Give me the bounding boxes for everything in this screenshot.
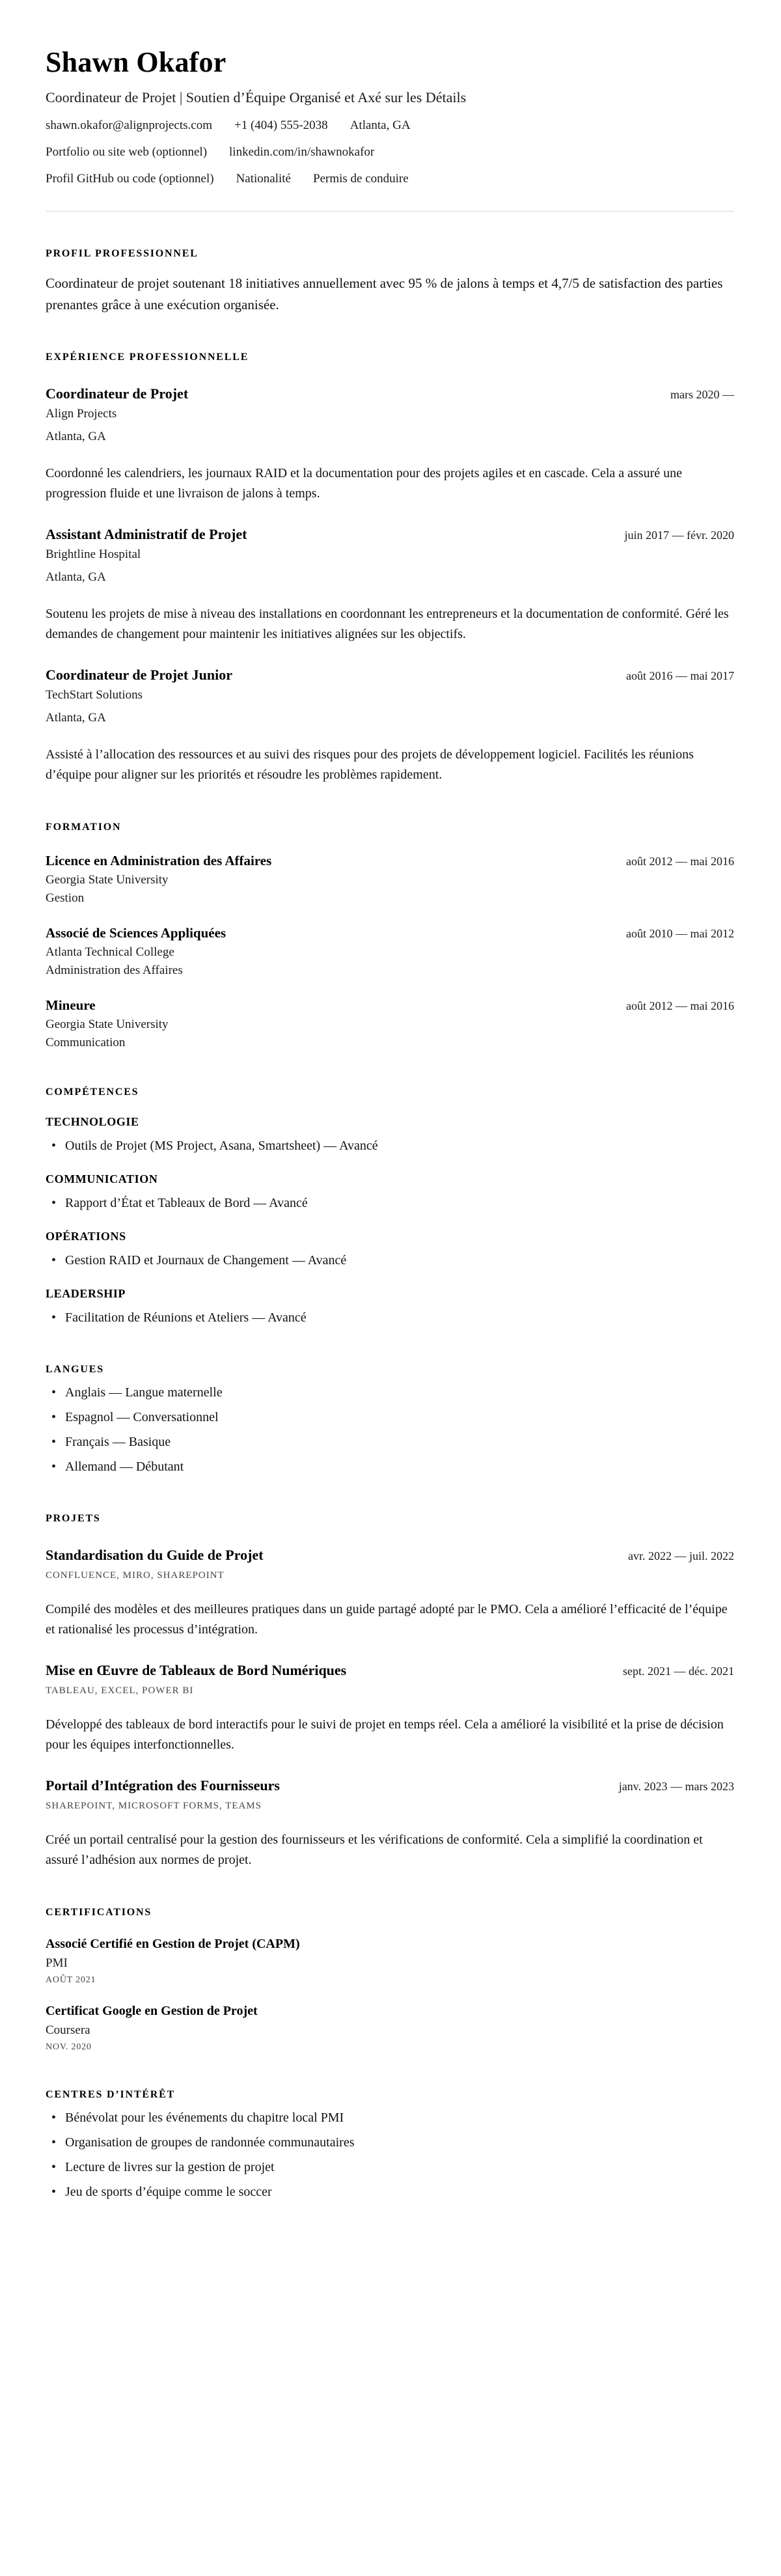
school-name: Georgia State University xyxy=(46,873,169,887)
project-tools: TABLEAU, EXCEL, POWER BI xyxy=(46,1685,194,1697)
interest-item: • Organisation de groupes de randonnée communautaires xyxy=(46,2133,734,2152)
experience-item-header xyxy=(46,385,734,402)
language-item: • Allemand — Débutant xyxy=(46,1458,734,1476)
section-experience xyxy=(46,352,734,785)
degree-title: Mineure xyxy=(46,997,96,1014)
skill-item: • Outils de Projet (MS Project, Asana, Smartsheet) — Avancé xyxy=(46,1137,734,1156)
certification-item xyxy=(46,2004,734,2053)
degree-title: Licence en Administration des Affaires xyxy=(46,853,272,869)
profile-heading: PROFIL PROFESSIONNEL xyxy=(46,248,199,259)
project-title: Standardisation du Guide de Projet xyxy=(46,1547,264,1564)
education-item-header xyxy=(46,997,734,1014)
profile-text: Coordinateur de projet soutenant 18 initiatives annuellement avec 95 % de jalons à temps et 4,7/5 de satisfaction des parties prenantes grâce à une exécution organisée. xyxy=(46,275,723,312)
project-tools: CONFLUENCE, MIRO, SHAREPOINT xyxy=(46,1570,225,1581)
education-item xyxy=(46,925,734,978)
degree-dates: août 2012 — mai 2016 xyxy=(626,855,734,868)
resume-header xyxy=(46,46,734,212)
section-skills xyxy=(46,1087,734,1327)
header-divider xyxy=(46,211,734,212)
contact-github: Profil GitHub ou code (optionnel) xyxy=(46,172,214,186)
field-of-study: Administration des Affaires xyxy=(46,963,183,978)
job-description: Soutenu les projets de mise à niveau des installations en coordonnant les entrepreneurs et la documentation de conformité. Géré les demandes de changement pour maintenir les initiatives alignées sur les objectifs. xyxy=(46,607,729,642)
interests-heading: CENTRES D’INTÉRÊT xyxy=(46,2089,176,2101)
certification-name: Certificat Google en Gestion de Projet xyxy=(46,2004,258,2019)
project-item xyxy=(46,1777,734,1870)
field-of-study: Communication xyxy=(46,1036,126,1050)
experience-item xyxy=(46,667,734,785)
education-item xyxy=(46,997,734,1050)
project-description: Créé un portail centralisé pour la gestion des fournisseurs et les vérifications de conformité. Cela a simplifié la coordination et assuré l’adhésion aux normes de projet. xyxy=(46,1833,703,1868)
job-company: TechStart Solutions xyxy=(46,688,143,702)
certification-item xyxy=(46,1937,734,1986)
project-title: Mise en Œuvre de Tableaux de Bord Numériques xyxy=(46,1662,347,1679)
contact-phone: +1 (404) 555-2038 xyxy=(234,118,328,132)
job-title: Coordinateur de Projet xyxy=(46,385,189,402)
certification-date: NOV. 2020 xyxy=(46,2042,92,2053)
education-item-header xyxy=(46,853,734,869)
contact-email: shawn.okafor@alignprojects.com xyxy=(46,118,212,132)
project-item xyxy=(46,1662,734,1755)
project-item-header xyxy=(46,1662,734,1679)
section-projects xyxy=(46,1513,734,1870)
candidate-tagline: Coordinateur de Projet | Soutien d’Équipe Organisé et Axé sur les Détails xyxy=(46,89,467,105)
skill-list xyxy=(46,1251,734,1270)
job-title: Coordinateur de Projet Junior xyxy=(46,667,232,684)
project-description: Compilé des modèles et des meilleures pratiques dans un guide partagé adopté par le PMO. Cela a amélioré l’efficacité de l’équipe et rationalisé les processus d’intégration. xyxy=(46,1602,728,1637)
contact-location: Atlanta, GA xyxy=(349,118,411,132)
skill-item: • Gestion RAID et Journaux de Changement — Avancé xyxy=(46,1251,734,1270)
job-company: Align Projects xyxy=(46,407,117,421)
school-name: Atlanta Technical College xyxy=(46,945,174,960)
section-education xyxy=(46,822,734,1050)
certification-name: Associé Certifié en Gestion de Projet (CAPM) xyxy=(46,1937,300,1952)
skill-group xyxy=(46,1172,734,1213)
project-dates: avr. 2022 — juil. 2022 xyxy=(628,1549,734,1563)
experience-item-header xyxy=(46,526,734,543)
skill-group-name: COMMUNICATION xyxy=(46,1172,158,1186)
education-heading: FORMATION xyxy=(46,822,122,833)
skill-list xyxy=(46,1194,734,1213)
section-interests xyxy=(46,2089,734,2202)
interest-list xyxy=(46,2109,734,2202)
certification-issuer: PMI xyxy=(46,1956,68,1971)
interest-item: • Jeu de sports d’équipe comme le soccer xyxy=(46,2183,734,2202)
skill-group-name: TECHNOLOGIE xyxy=(46,1115,139,1129)
job-dates: juin 2017 — févr. 2020 xyxy=(624,529,734,542)
degree-dates: août 2012 — mai 2016 xyxy=(626,999,734,1013)
contact-row-2 xyxy=(46,145,734,159)
skill-item: • Facilitation de Réunions et Ateliers — Avancé xyxy=(46,1309,734,1327)
job-dates: mars 2020 — xyxy=(670,388,734,402)
section-profile xyxy=(46,248,734,315)
skill-list xyxy=(46,1309,734,1327)
project-dates: janv. 2023 — mars 2023 xyxy=(618,1780,734,1794)
experience-item xyxy=(46,526,734,644)
skill-group-name: OPÉRATIONS xyxy=(46,1230,126,1243)
interest-item: • Bénévolat pour les événements du chapitre local PMI xyxy=(46,2109,734,2127)
section-languages xyxy=(46,1364,734,1476)
education-item-header xyxy=(46,925,734,941)
job-location: Atlanta, GA xyxy=(46,711,106,725)
experience-heading: EXPÉRIENCE PROFESSIONNELLE xyxy=(46,352,249,363)
degree-dates: août 2010 — mai 2012 xyxy=(626,927,734,941)
skill-group xyxy=(46,1287,734,1327)
skill-item: • Rapport d’État et Tableaux de Bord — Avancé xyxy=(46,1194,734,1213)
project-dates: sept. 2021 — déc. 2021 xyxy=(623,1665,734,1678)
contact-nationality: Nationalité xyxy=(236,172,291,186)
certification-issuer: Coursera xyxy=(46,2023,90,2038)
school-name: Georgia State University xyxy=(46,1018,169,1032)
contact-row-3 xyxy=(46,172,734,186)
project-item-header xyxy=(46,1777,734,1794)
job-description: Assisté à l’allocation des ressources et au suivi des risques pour des projets de développement logiciel. Facilités les réunions d’équipe pour aligner sur les priorités et résoudre les problèmes rapidement. xyxy=(46,747,694,782)
project-title: Portail d’Intégration des Fournisseurs xyxy=(46,1777,280,1794)
project-item-header xyxy=(46,1547,734,1564)
language-item: • Anglais — Langue maternelle xyxy=(46,1383,734,1402)
skill-group xyxy=(46,1230,734,1270)
skills-heading: COMPÉTENCES xyxy=(46,1087,139,1098)
language-list xyxy=(46,1383,734,1476)
contact-driving-license: Permis de conduire xyxy=(313,172,409,186)
degree-title: Associé de Sciences Appliquées xyxy=(46,925,226,941)
languages-heading: LANGUES xyxy=(46,1364,104,1376)
field-of-study: Gestion xyxy=(46,891,85,906)
interest-item: • Lecture de livres sur la gestion de projet xyxy=(46,2158,734,2177)
skill-list xyxy=(46,1137,734,1156)
project-tools: SHAREPOINT, MICROSOFT FORMS, TEAMS xyxy=(46,1801,262,1812)
skill-group-name: LEADERSHIP xyxy=(46,1287,126,1301)
certifications-heading: CERTIFICATIONS xyxy=(46,1907,152,1918)
education-item xyxy=(46,853,734,906)
experience-item xyxy=(46,385,734,504)
skill-group xyxy=(46,1115,734,1156)
projects-heading: PROJETS xyxy=(46,1513,101,1525)
contact-row-1 xyxy=(46,118,734,133)
project-description: Développé des tableaux de bord interactifs pour le suivi de projet en temps réel. Cela a amélioré la visibilité et la prise de décision pour les équipes interfonctionnelles. xyxy=(46,1717,724,1752)
certification-date: AOÛT 2021 xyxy=(46,1975,96,1986)
contact-linkedin: linkedin.com/in/shawnokafor xyxy=(229,145,375,159)
job-dates: août 2016 — mai 2017 xyxy=(626,669,734,683)
language-item: • Français — Basique xyxy=(46,1433,734,1452)
language-item: • Espagnol — Conversationnel xyxy=(46,1408,734,1427)
contact-portfolio: Portfolio ou site web (optionnel) xyxy=(46,145,208,159)
project-item xyxy=(46,1547,734,1640)
job-title: Assistant Administratif de Projet xyxy=(46,526,247,543)
section-certifications xyxy=(46,1907,734,2053)
job-description: Coordonné les calendriers, les journaux RAID et la documentation pour des projets agiles et en cascade. Cela a assuré une progression fluide et une livraison de jalons à temps. xyxy=(46,466,683,501)
job-location: Atlanta, GA xyxy=(46,430,106,444)
experience-item-header xyxy=(46,667,734,684)
job-location: Atlanta, GA xyxy=(46,570,106,585)
candidate-name: Shawn Okafor xyxy=(46,46,226,78)
job-company: Brightline Hospital xyxy=(46,547,141,562)
